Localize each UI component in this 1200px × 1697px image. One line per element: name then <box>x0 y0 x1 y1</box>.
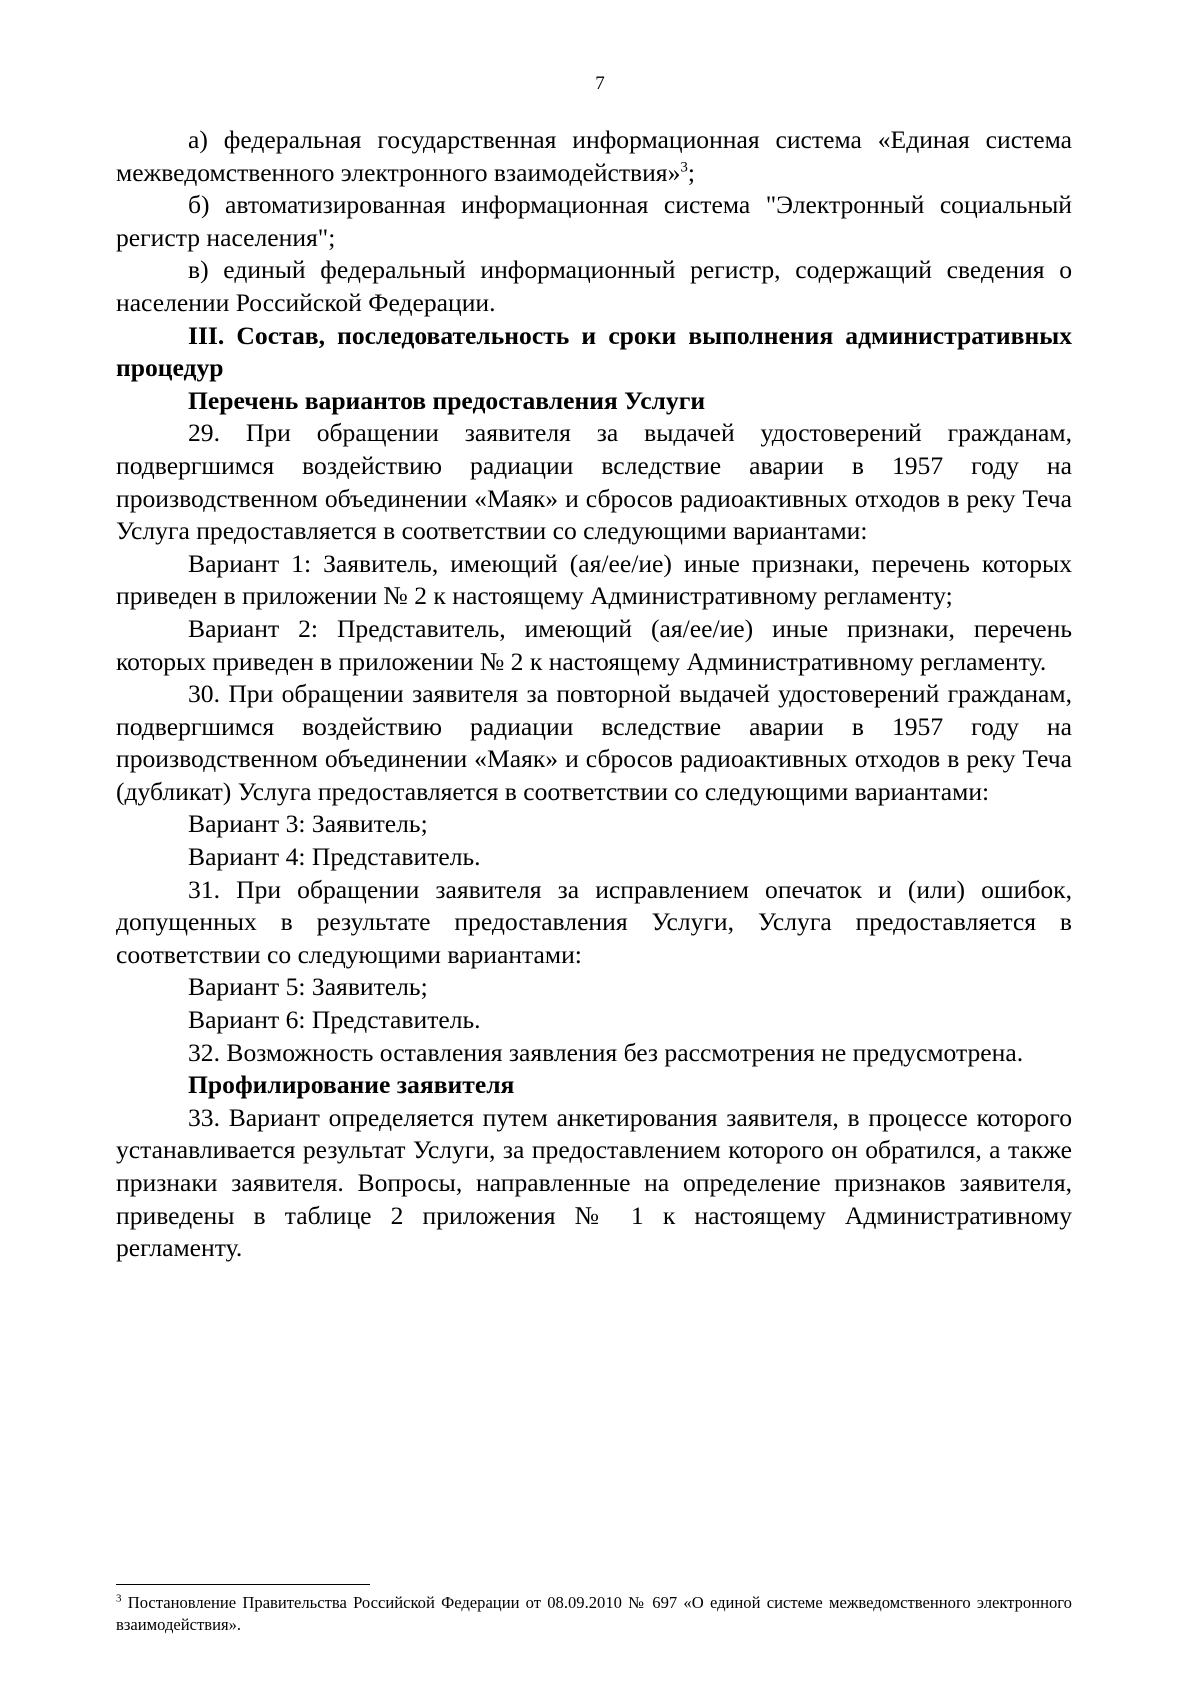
footnote-mark: 3 <box>116 1592 122 1605</box>
variant-2: Вариант 2: Представитель, имеющий (ая/ее/ие) иные признаки, перечень которых приведен в приложении № 2 к настоящему Административному регламенту. <box>116 613 1072 676</box>
variant-3: Вариант 3: Заявитель; <box>188 809 428 839</box>
paragraph-32: 32. Возможность оставления заявления без рассмотрения не предусмотрена. <box>188 1037 1024 1067</box>
variant-6: Вариант 6: Представитель. <box>188 1005 481 1035</box>
footnote-reference[interactable]: 3 <box>680 159 688 176</box>
page-content <box>116 124 1072 1265</box>
variant-4: Вариант 4: Представитель. <box>188 842 481 872</box>
paragraph-31: 31. При обращении заявителя за исправлением опечаток и (или) ошибок, допущенных в результате предоставления Услуги, Услуга предоставляется в соответствии со следующими вариантами: <box>116 874 1072 969</box>
paragraph-30: 30. При обращении заявителя за повторной выдачей удостоверений гражданам, подвергшимся воздействию радиации вследствие аварии в 1957 году на производственном объединении «Маяк» и сбросов радиоактивных отходов в реку Теча (дубликат) Услуга предоставляется в соответствии со следующими вариантами: <box>116 679 1072 806</box>
section-3-title: III. Состав, последовательность и сроки выполнения административных процедур <box>116 320 1072 383</box>
footnote-text: Постановление Правительства Российской Федерации от 08.09.2010 № 697 «О единой системе межведомственного электронного взаимодействия». <box>116 1593 1072 1634</box>
paragraph-item-a <box>116 124 1072 189</box>
variants-heading: Перечень вариантов предоставления Услуги <box>188 385 706 415</box>
footnote <box>116 1592 1072 1636</box>
paragraph-33: 33. Вариант определяется путем анкетирования заявителя, в процессе которого устанавливается результат Услуги, за предоставлением которого он обратился, а также признаки заявителя. Вопросы, направленные на определение признаков заявителя, приведены в таблице 2 приложения № 1 к настоящему Административному регламенту. <box>116 1102 1072 1263</box>
paragraph-item-c: в) единый федеральный информационный регистр, содержащий сведения о населении Российской Федерации. <box>116 255 1072 317</box>
paragraph-item-b: б) автоматизированная информационная система "Электронный социальный регистр населения"; <box>116 190 1072 252</box>
footnote-divider <box>116 1584 370 1585</box>
item-a-text: а) федеральная государственная информационная система «Единая система межведомственного электронного взаимодействия» <box>116 125 1072 187</box>
paragraph-29: 29. При обращении заявителя за выдачей удостоверений гражданам, подвергшимся воздействию радиации вследствие аварии в 1957 году на производственном объединении «Маяк» и сбросов радиоактивных отходов в реку Теча Услуга предоставляется в соответствии со следующими вариантами: <box>116 418 1072 546</box>
page-number: 7 <box>595 73 605 94</box>
item-a-end: ; <box>687 157 695 187</box>
profiling-heading: Профилирование заявителя <box>188 1070 515 1100</box>
variant-5: Вариант 5: Заявитель; <box>188 972 428 1002</box>
variant-1: Вариант 1: Заявитель, имеющий (ая/ее/ие) иные признаки, перечень которых приведен в приложении № 2 к настоящему Административному регламенту; <box>116 548 1072 611</box>
